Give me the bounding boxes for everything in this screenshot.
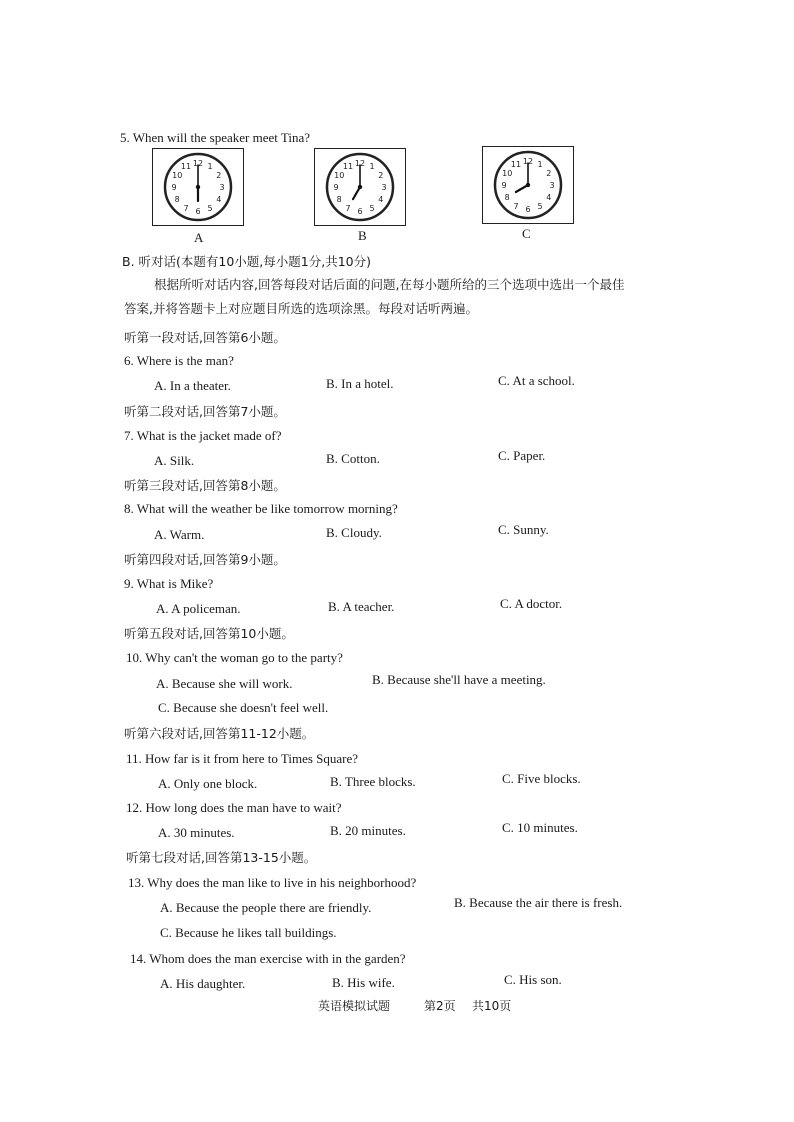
clock-center [196, 185, 200, 189]
clock-b-face [315, 149, 405, 225]
question-14: 14. Whom does the man exercise with in the garden? [130, 951, 406, 966]
clock-numeral: 1 [537, 160, 543, 170]
section-b-title: B. 听对话(本题有10小题,每小题1分,共10分) [122, 254, 371, 269]
clock-numeral: 4 [378, 195, 384, 204]
option-12a: A. 30 minutes. [158, 825, 235, 840]
dialogue-7-direction: 听第七段对话,回答第13-15小题。 [126, 850, 317, 865]
clock-numeral: 7 [183, 203, 189, 213]
option-9a: A. A policeman. [156, 601, 241, 616]
question-13: 13. Why does the man like to live in his neighborhood? [128, 875, 417, 890]
dialogue-4-direction: 听第四段对话,回答第9小题。 [124, 552, 286, 567]
option-14a: A. His daughter. [160, 976, 246, 991]
clock-numeral: 9 [171, 183, 177, 192]
clock-numeral: 7 [345, 203, 351, 213]
option-8b: B. Cloudy. [326, 525, 382, 540]
clock-numeral: 8 [504, 193, 510, 202]
option-9c: C. A doctor. [500, 596, 563, 611]
clock-numeral: 2 [546, 169, 552, 178]
option-9b: B. A teacher. [328, 599, 395, 614]
clock-numeral: 11 [342, 162, 354, 172]
clock-numeral: 1 [207, 162, 213, 172]
clock-numeral: 11 [180, 162, 192, 172]
clock-numeral: 12 [354, 159, 366, 168]
option-11a: A. Only one block. [158, 776, 258, 791]
question-12: 12. How long does the man have to wait? [126, 800, 342, 815]
clock-numeral: 11 [510, 160, 522, 170]
question-9: 9. What is Mike? [124, 576, 214, 591]
footer-page: 第2页 [424, 999, 456, 1013]
footer-title: 英语模拟试题 [318, 999, 391, 1013]
option-12b: B. 20 minutes. [330, 823, 406, 838]
clock-center [526, 183, 530, 187]
clock-numeral: 5 [537, 201, 543, 211]
option-6a: A. In a theater. [154, 378, 231, 393]
clock-label-a: A [194, 230, 204, 245]
option-10a: A. Because she will work. [156, 676, 293, 691]
dialogue-5-direction: 听第五段对话,回答第10小题。 [124, 626, 294, 641]
option-13b: B. Because the air there is fresh. [454, 895, 623, 910]
dialogue-6-direction: 听第六段对话,回答第11-12小题。 [124, 726, 315, 741]
clock-numeral: 10 [502, 169, 513, 178]
clock-numeral: 3 [381, 183, 387, 192]
dialogue-3-direction: 听第三段对话,回答第8小题。 [124, 478, 286, 493]
clock-a [152, 148, 244, 226]
clock-numeral: 2 [378, 171, 384, 180]
option-7c: C. Paper. [498, 448, 546, 463]
clock-label-b: B [358, 228, 367, 243]
clock-numeral: 4 [546, 193, 552, 202]
clock-numeral: 1 [369, 162, 375, 172]
question-10: 10. Why can't the woman go to the party? [126, 650, 343, 665]
clock-center [358, 185, 362, 189]
question-11: 11. How far is it from here to Times Square? [126, 751, 359, 766]
clock-c-face [483, 147, 573, 223]
option-14b: B. His wife. [332, 975, 395, 990]
clock-numeral: 6 [525, 205, 531, 214]
clock-numeral: 9 [333, 183, 339, 192]
clock-numeral: 12 [522, 157, 534, 166]
clock-numeral: 7 [513, 201, 519, 211]
option-11b: B. Three blocks. [330, 774, 416, 789]
option-13c: C. Because he likes tall buildings. [160, 925, 337, 940]
option-8c: C. Sunny. [498, 522, 549, 537]
section-b-instruction-2: 答案,并将答题卡上对应题目所选的选项涂黑。每段对话听两遍。 [124, 301, 478, 316]
section-b-instruction-1: 根据所听对话内容,回答每段对话后面的问题,在每小题所给的三个选项中选出一个最佳 [154, 277, 625, 292]
clock-numeral: 6 [357, 207, 363, 216]
question-7: 7. What is the jacket made of? [124, 428, 282, 443]
clock-numeral: 9 [501, 181, 507, 190]
clock-numeral: 8 [336, 195, 342, 204]
clock-numeral: 2 [216, 171, 222, 180]
clock-c [482, 146, 574, 224]
clock-label-c: C [522, 226, 531, 241]
option-11c: C. Five blocks. [502, 771, 581, 786]
clock-numeral: 3 [549, 181, 555, 190]
question-5: 5. When will the speaker meet Tina? [120, 130, 311, 145]
option-14c: C. His son. [504, 972, 562, 987]
clock-b [314, 148, 406, 226]
clock-numeral: 5 [369, 203, 375, 213]
clock-numeral: 8 [174, 195, 180, 204]
clock-numeral: 4 [216, 195, 222, 204]
option-8a: A. Warm. [154, 527, 205, 542]
option-7b: B. Cotton. [326, 451, 380, 466]
option-7a: A. Silk. [154, 453, 195, 468]
clock-numeral: 12 [192, 159, 204, 168]
dialogue-1-direction: 听第一段对话,回答第6小题。 [124, 330, 286, 345]
question-8: 8. What will the weather be like tomorrow morning? [124, 501, 398, 516]
clock-numeral: 10 [172, 171, 183, 180]
clock-numeral: 6 [195, 207, 201, 216]
clock-numeral: 3 [219, 183, 225, 192]
option-12c: C. 10 minutes. [502, 820, 578, 835]
dialogue-2-direction: 听第二段对话,回答第7小题。 [124, 404, 286, 419]
clock-a-face [153, 149, 243, 225]
clock-numeral: 10 [334, 171, 345, 180]
footer-total: 共10页 [472, 999, 512, 1013]
option-10b: B. Because she'll have a meeting. [372, 672, 546, 687]
option-13a: A. Because the people there are friendly. [160, 900, 372, 915]
question-6: 6. Where is the man? [124, 353, 234, 368]
option-10c: C. Because she doesn't feel well. [158, 700, 329, 715]
clock-numeral: 5 [207, 203, 213, 213]
option-6b: B. In a hotel. [326, 376, 394, 391]
option-6c: C. At a school. [498, 373, 575, 388]
